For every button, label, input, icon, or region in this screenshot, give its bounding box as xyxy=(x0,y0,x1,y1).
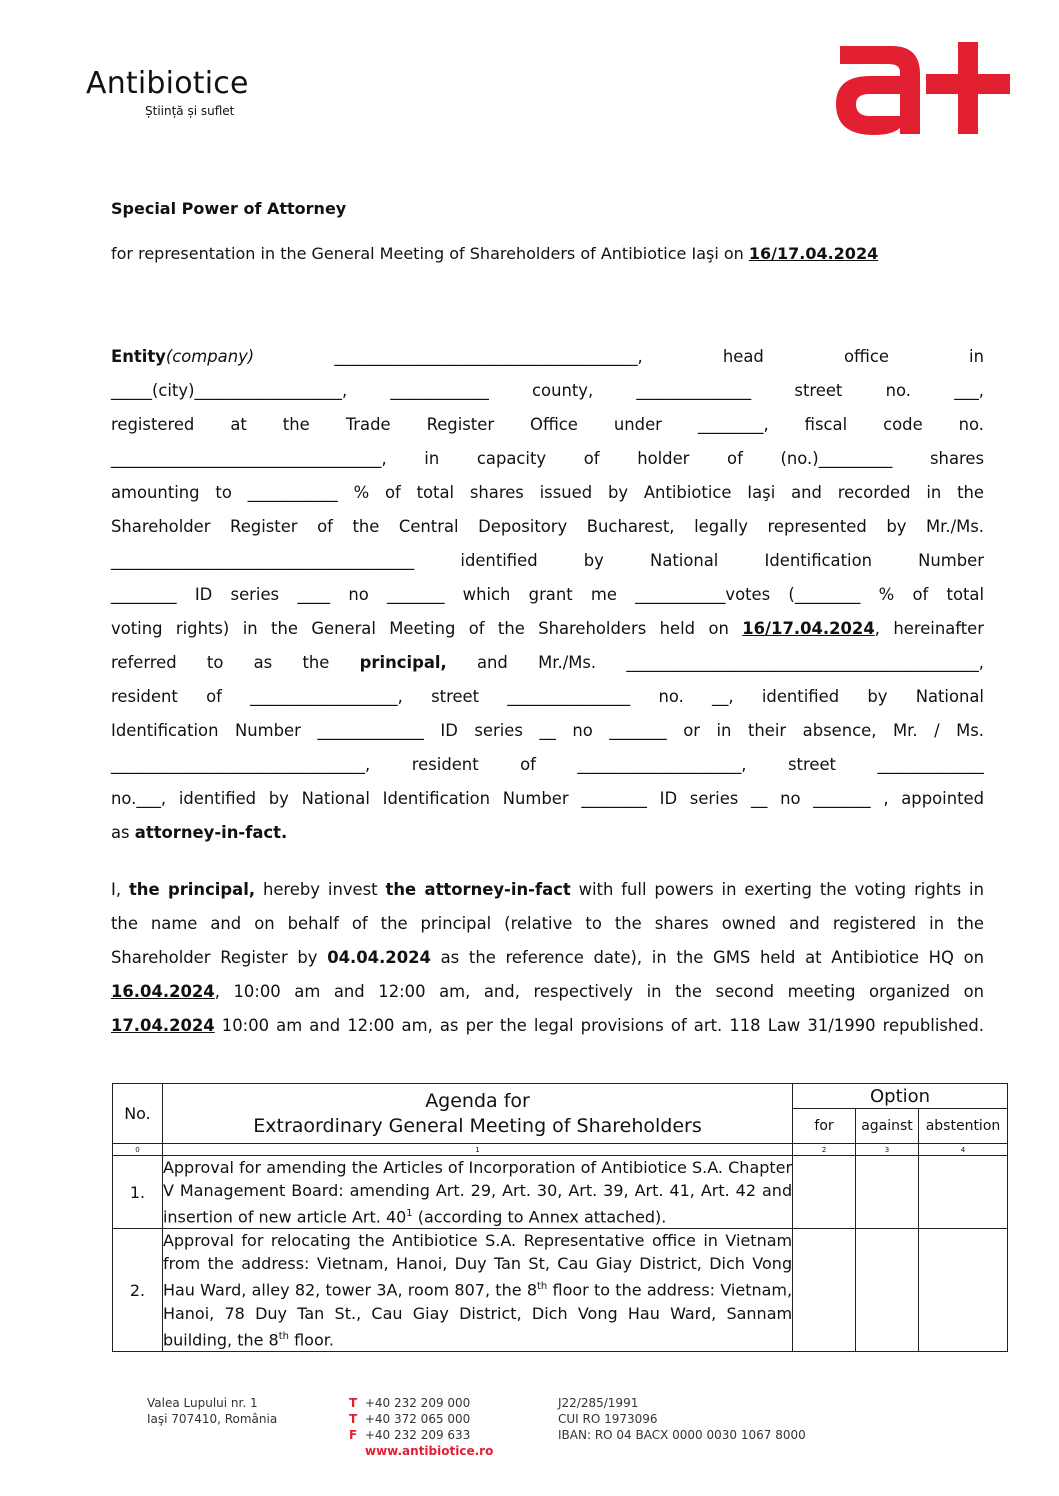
registry-line: CUI RO 1973096 xyxy=(558,1412,658,1426)
index-cell: 1 xyxy=(162,1144,792,1156)
table-row xyxy=(113,1156,1008,1229)
address-line: Iaşi 707410, România xyxy=(147,1412,278,1426)
footer-contacts xyxy=(349,1395,493,1459)
item-text: Approval for relocating the Antibiotice S.A. Representative office in Vietnam from the address: Vietnam, Hanoi, Duy Tan St, Cau Giay District, Dich Vong Hau Ward, alley 82, tower 3A, room 807, the 8th floor to the address: Vietnam, Hanoi, 78 Duy Tan St., Cau Giay District, Dich Vong Hau Ward, Sannam building, the 8th floor. xyxy=(162,1229,792,1352)
document-title: Special Power of Attorney xyxy=(111,199,347,218)
form-line: no.___, identified by National Identification Number ________ ID series __ no _______ , appointed xyxy=(111,789,984,808)
vote-against-cell[interactable] xyxy=(856,1156,919,1229)
invest-line: 16.04.2024, 10:00 am and 12:00 am, and, respectively in the second meeting organized on xyxy=(111,982,984,1001)
vote-abstention-cell[interactable] xyxy=(918,1229,1007,1352)
item-number: 2. xyxy=(113,1229,163,1352)
item-text: Approval for amending the Articles of Incorporation of Antibiotice S.A. Chapter V Management Board: amending Art. 29, Art. 30, Art. 39, Art. 41, Art. 42 and insertion of new article Art. $40^1$ (according to Annex attached). xyxy=(162,1156,792,1229)
form-line: Entity(company) _____________________________________, head office in xyxy=(111,347,984,366)
invest-line: 17.04.2024 10:00 am and 12:00 am, as per the legal provisions of art. 118 Law 31/1990 republished. xyxy=(111,1016,984,1035)
entity-form-paragraph xyxy=(111,340,984,850)
company-logo-name: Antibiotice xyxy=(86,66,249,101)
form-line: voting rights) in the General Meeting of the Shareholders held on 16/17.04.2024, hereinafter xyxy=(111,619,984,638)
index-cell: 0 xyxy=(113,1144,163,1156)
phone-line: T +40 232 209 000 xyxy=(349,1396,471,1410)
form-line: as attorney-in-fact. xyxy=(111,823,288,842)
footer-registry xyxy=(558,1395,806,1443)
index-cell: 4 xyxy=(918,1144,1007,1156)
form-line: ________ ID series ____ no _______ which grant me ___________votes (________ % of total xyxy=(111,585,984,604)
col-no-header: No. xyxy=(113,1084,163,1144)
meeting-date: 16/17.04.2024 xyxy=(748,244,879,263)
index-row xyxy=(113,1144,1008,1156)
a-plus-logo-icon xyxy=(830,38,1010,138)
index-cell: 3 xyxy=(856,1144,919,1156)
index-cell: 2 xyxy=(793,1144,856,1156)
registry-line: J22/285/1991 xyxy=(558,1396,639,1410)
form-line: _____(city)__________________, ____________ county, ______________ street no. ___, xyxy=(111,381,984,400)
form-line: amounting to ___________ % of total shares issued by Antibiotice Iaşi and recorded in the xyxy=(111,483,984,502)
form-line: resident of __________________, street _______________ no. __, identified by National xyxy=(111,687,984,706)
form-line: _________________________________, in capacity of holder of (no.)_________ shares xyxy=(111,449,984,468)
phone-line: T +40 372 065 000 xyxy=(349,1412,471,1426)
vote-for-cell[interactable] xyxy=(793,1229,856,1352)
invest-line: I, the principal, hereby invest the attorney-in-fact with full powers in exerting the voting rights in xyxy=(111,880,984,899)
form-line: registered at the Trade Register Office under ________, fiscal code no. xyxy=(111,415,984,434)
company-tagline: Știință și suflet xyxy=(145,104,235,118)
vote-against-cell[interactable] xyxy=(856,1229,919,1352)
agenda-title: Agenda for Extraordinary General Meeting of Shareholders xyxy=(162,1084,792,1144)
fax-line: F +40 232 209 633 xyxy=(349,1428,471,1442)
invest-line: Shareholder Register by 04.04.2024 as the reference date), in the GMS held at Antibiotice HQ on xyxy=(111,948,985,967)
option-for-header: for xyxy=(793,1109,856,1144)
option-against-header: against xyxy=(856,1109,919,1144)
table-header-row xyxy=(113,1084,1008,1109)
invest-line: the name and on behalf of the principal (relative to the shares owned and registered in the xyxy=(111,914,984,933)
option-header: Option xyxy=(793,1084,1008,1109)
vote-for-cell[interactable] xyxy=(793,1156,856,1229)
item-number: 1. xyxy=(113,1156,163,1229)
form-line: referred to as the principal, and Mr./Ms. ___________________________________________, xyxy=(111,653,984,672)
form-line: Shareholder Register of the Central Depository Bucharest, legally represented by Mr./Ms. xyxy=(111,517,984,536)
table-row xyxy=(113,1229,1008,1352)
registry-line: IBAN: RO 04 BACX 0000 0030 1067 8000 xyxy=(558,1428,806,1442)
invest-paragraph xyxy=(111,873,984,1043)
footer-address xyxy=(147,1395,277,1427)
form-line: _______________________________, resident of ____________________, street _____________ xyxy=(111,755,984,774)
vote-abstention-cell[interactable] xyxy=(918,1156,1007,1229)
address-line: Valea Lupului nr. 1 xyxy=(147,1396,258,1410)
website-link[interactable]: www.antibiotice.ro xyxy=(365,1444,494,1458)
option-abstention-header: abstention xyxy=(918,1109,1007,1144)
document-subtitle: for representation in the General Meeting of Shareholders of Antibiotice Iaşi on 16/17.04.2024 xyxy=(111,244,879,263)
form-line: Identification Number _____________ ID series __ no _______ or in their absence, Mr. / Ms. xyxy=(111,721,984,740)
form-line: _____________________________________ identified by National Identification Number xyxy=(111,551,984,570)
agenda-table xyxy=(112,1083,1008,1352)
